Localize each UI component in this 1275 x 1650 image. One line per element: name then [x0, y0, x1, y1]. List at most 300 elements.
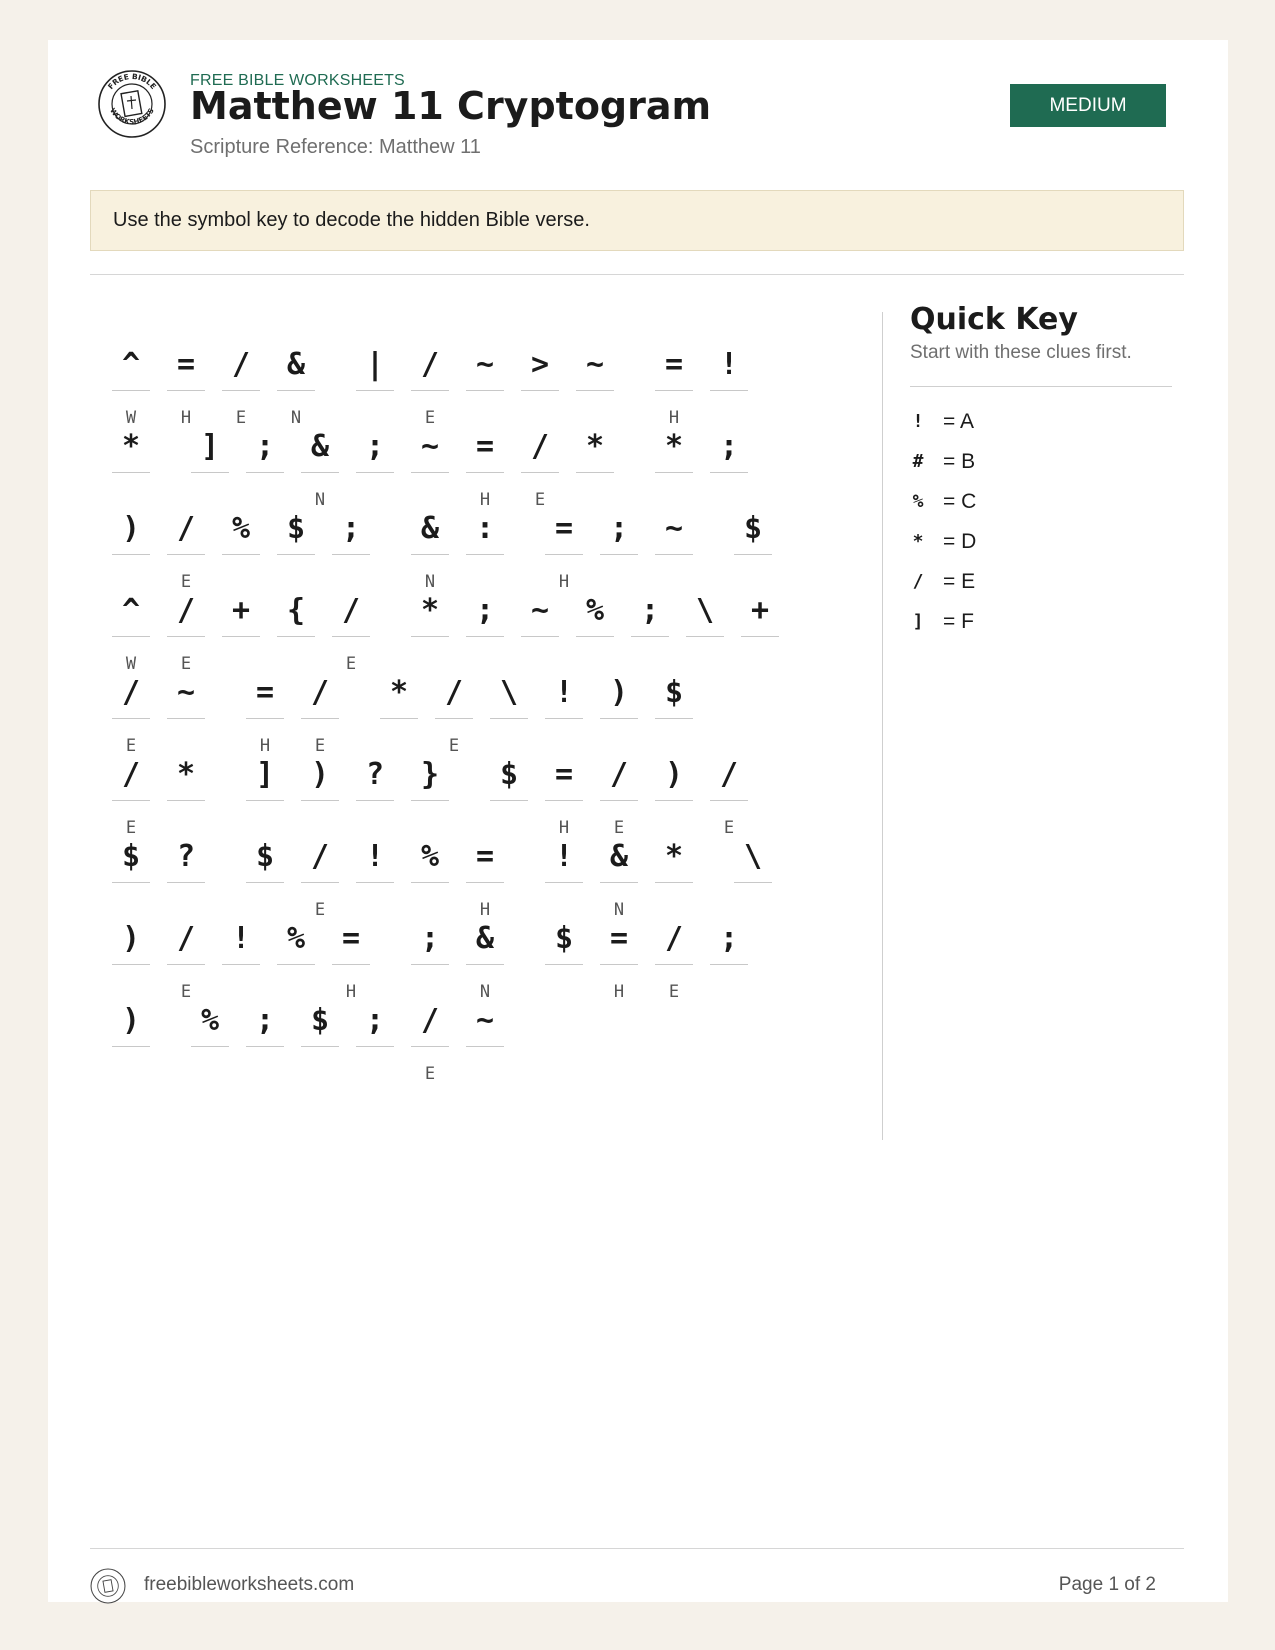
answer-line: [356, 882, 394, 883]
cipher-cell: [222, 510, 260, 590]
quick-key-item: [910, 442, 1172, 482]
cipher-cell: [631, 592, 669, 672]
answer-letter: E: [424, 1064, 436, 1084]
cipher-symbol: ): [310, 757, 330, 792]
cipher-symbol: /: [719, 757, 739, 792]
cipher-cell: [545, 838, 583, 918]
answer-line: [576, 390, 614, 391]
cipher-symbol: /: [121, 757, 141, 792]
cipher-cell: [521, 592, 559, 672]
cipher-cell: [167, 838, 205, 918]
answer-line: [222, 964, 260, 965]
cipher-symbol: +: [231, 593, 251, 628]
cipher-symbol: *: [176, 757, 196, 792]
cipher-symbol: *: [121, 429, 141, 464]
answer-letter: N: [290, 408, 302, 428]
brand-name: FREE BIBLE WORKSHEETS: [190, 72, 405, 89]
answer-line: [356, 390, 394, 391]
answer-letter: H: [558, 572, 570, 592]
answer-line: [246, 882, 284, 883]
answer-line: [545, 718, 583, 719]
cipher-cell: [411, 428, 449, 508]
answer-line: [332, 636, 370, 637]
cipher-symbol: &: [475, 921, 495, 956]
cipher-cell: [710, 920, 748, 1000]
answer-letter: E: [424, 408, 436, 428]
cipher-cell: [411, 838, 449, 918]
cipher-cell: [411, 920, 449, 1000]
quick-key-symbol: !: [912, 411, 924, 432]
cipher-symbol: |: [365, 347, 385, 382]
answer-line: [411, 882, 449, 883]
cipher-cell: [167, 674, 205, 754]
answer-line: [356, 800, 394, 801]
answer-line: [466, 964, 504, 965]
cipher-symbol: ?: [365, 757, 385, 792]
cipher-symbol: ~: [585, 347, 605, 382]
cipher-symbol: /: [176, 921, 196, 956]
answer-line: [466, 554, 504, 555]
answer-line: [301, 718, 339, 719]
answer-line: [466, 472, 504, 473]
cipher-symbol: /: [664, 921, 684, 956]
answer-line: [167, 964, 205, 965]
answer-line: [490, 800, 528, 801]
answer-line: [600, 800, 638, 801]
answer-letter: H: [259, 736, 271, 756]
cipher-cell: [277, 346, 315, 426]
quick-key-list: [910, 402, 1172, 642]
cipher-cell: [545, 920, 583, 1000]
cipher-cell: [222, 592, 260, 672]
cipher-cell: [600, 838, 638, 918]
cipher-cell: [686, 592, 724, 672]
cipher-cell: [301, 838, 339, 918]
answer-line: [112, 1046, 150, 1047]
answer-letter: H: [613, 982, 625, 1002]
cipher-symbol: &: [609, 839, 629, 874]
cipher-symbol: /: [176, 593, 196, 628]
cipher-cell: [277, 592, 315, 672]
quick-key-value: = A: [943, 410, 974, 433]
cipher-symbol: ;: [255, 1003, 275, 1038]
cipher-symbol: :: [475, 511, 495, 546]
cipher-cell: [332, 510, 370, 590]
cipher-symbol: /: [231, 347, 251, 382]
answer-line: [411, 554, 449, 555]
cipher-cell: [710, 428, 748, 508]
answer-line: [655, 800, 693, 801]
answer-line: [600, 882, 638, 883]
answer-line: [466, 390, 504, 391]
answer-line: [655, 964, 693, 965]
cipher-cell: [246, 674, 284, 754]
cipher-cell: [545, 510, 583, 590]
answer-letter: N: [613, 900, 625, 920]
cipher-symbol: \: [743, 839, 763, 874]
cipher-cell: [521, 428, 559, 508]
cipher-symbol: ^: [121, 593, 141, 628]
cipher-symbol: !: [719, 347, 739, 382]
cipher-symbol: /: [420, 347, 440, 382]
answer-line: [112, 554, 150, 555]
answer-line: [545, 554, 583, 555]
answer-line: [222, 636, 260, 637]
cipher-symbol: ;: [420, 921, 440, 956]
cipher-symbol: ;: [640, 593, 660, 628]
cipher-cell: [222, 346, 260, 426]
cipher-cell: [710, 346, 748, 426]
cipher-symbol: =: [554, 511, 574, 546]
cipher-cell: [411, 592, 449, 672]
answer-line: [191, 1046, 229, 1047]
header-divider: [90, 274, 1184, 275]
cipher-cell: [332, 920, 370, 1000]
cipher-symbol: ): [664, 757, 684, 792]
cipher-symbol: ;: [719, 921, 739, 956]
answer-letter: E: [125, 736, 137, 756]
cipher-cell: [112, 756, 150, 836]
answer-line: [246, 718, 284, 719]
answer-letter: N: [479, 982, 491, 1002]
cipher-cell: [655, 428, 693, 508]
worksheet-page: [48, 40, 1228, 1602]
answer-line: [545, 800, 583, 801]
answer-letter: E: [314, 736, 326, 756]
footer-seal-icon: [90, 1568, 126, 1604]
answer-line: [112, 472, 150, 473]
quick-key-item: [910, 522, 1172, 562]
quick-key-item: [910, 402, 1172, 442]
cipher-cell: [466, 428, 504, 508]
cipher-cell: [246, 838, 284, 918]
quick-key-symbol: ]: [912, 611, 924, 632]
cipher-symbol: ;: [365, 1003, 385, 1038]
cipher-symbol: =: [609, 921, 629, 956]
cipher-symbol: !: [554, 839, 574, 874]
cipher-cell: [490, 674, 528, 754]
cipher-symbol: =: [176, 347, 196, 382]
answer-line: [576, 472, 614, 473]
quick-key-symbol: #: [912, 451, 924, 472]
cipher-cell: [600, 756, 638, 836]
answer-line: [112, 636, 150, 637]
answer-line: [380, 718, 418, 719]
cipher-symbol: ;: [719, 429, 739, 464]
cipher-cell: [301, 428, 339, 508]
answer-line: [576, 636, 614, 637]
cipher-cell: [600, 674, 638, 754]
answer-letter: N: [314, 490, 326, 510]
answer-line: [191, 472, 229, 473]
cipher-cell: [411, 346, 449, 426]
answer-line: [686, 636, 724, 637]
cipher-symbol: ): [121, 921, 141, 956]
quick-key-value: = F: [943, 610, 974, 633]
difficulty-badge: MEDIUM: [1010, 84, 1166, 127]
cipher-cell: [356, 756, 394, 836]
answer-line: [332, 554, 370, 555]
cipher-symbol: *: [664, 839, 684, 874]
cipher-symbol: *: [664, 429, 684, 464]
cipher-cell: [521, 346, 559, 426]
cipher-cell: [655, 510, 693, 590]
cipher-symbol: ): [121, 511, 141, 546]
quick-key-subtitle: Start with these clues first.: [910, 342, 1132, 363]
cipher-symbol: /: [341, 593, 361, 628]
answer-letter: H: [479, 490, 491, 510]
cryptogram-grid: [112, 346, 872, 1126]
answer-line: [277, 636, 315, 637]
answer-line: [246, 800, 284, 801]
cipher-cell: [356, 838, 394, 918]
cipher-cell: [246, 1002, 284, 1082]
cipher-symbol: ;: [475, 593, 495, 628]
cipher-cell: [112, 838, 150, 918]
cipher-cell: [301, 674, 339, 754]
answer-line: [655, 718, 693, 719]
cipher-cell: [167, 346, 205, 426]
answer-line: [246, 472, 284, 473]
answer-line: [466, 882, 504, 883]
answer-line: [222, 390, 260, 391]
cipher-cell: [112, 1002, 150, 1082]
cipher-symbol: =: [255, 675, 275, 710]
answer-line: [167, 390, 205, 391]
cipher-symbol: %: [585, 593, 605, 628]
cipher-cell: [112, 346, 150, 426]
answer-letter: E: [180, 572, 192, 592]
cipher-cell: [246, 428, 284, 508]
cipher-cell: [167, 510, 205, 590]
cipher-cell: [167, 756, 205, 836]
answer-line: [301, 800, 339, 801]
answer-line: [600, 554, 638, 555]
cipher-symbol: /: [609, 757, 629, 792]
instructions-box: Use the symbol key to decode the hidden Bible verse.: [90, 190, 1184, 251]
page-number: Page 1 of 2: [1058, 1574, 1156, 1595]
cipher-cell: [380, 674, 418, 754]
cipher-symbol: $: [255, 839, 275, 874]
cipher-symbol: %: [286, 921, 306, 956]
cipher-cell: [655, 838, 693, 918]
cipher-cell: [466, 838, 504, 918]
column-divider: [882, 312, 883, 1140]
cipher-symbol: *: [389, 675, 409, 710]
cipher-symbol: $: [121, 839, 141, 874]
cipher-symbol: %: [231, 511, 251, 546]
answer-letter: E: [534, 490, 546, 510]
cipher-symbol: ~: [475, 1003, 495, 1038]
cipher-symbol: ;: [341, 511, 361, 546]
cipher-symbol: &: [310, 429, 330, 464]
cipher-symbol: *: [420, 593, 440, 628]
cipher-symbol: \: [499, 675, 519, 710]
answer-line: [545, 882, 583, 883]
cipher-symbol: ?: [176, 839, 196, 874]
answer-letter: E: [125, 818, 137, 838]
cipher-cell: [411, 1002, 449, 1082]
cipher-symbol: $: [743, 511, 763, 546]
answer-line: [277, 964, 315, 965]
cipher-symbol: =: [554, 757, 574, 792]
cipher-cell: [112, 920, 150, 1000]
cipher-symbol: +: [750, 593, 770, 628]
cipher-cell: [466, 346, 504, 426]
cipher-cell: [576, 346, 614, 426]
answer-line: [490, 718, 528, 719]
cipher-cell: [466, 1002, 504, 1082]
page-title: Matthew 11 Cryptogram: [190, 84, 712, 128]
cipher-cell: [277, 920, 315, 1000]
cipher-symbol: ~: [176, 675, 196, 710]
quick-key-item: [910, 602, 1172, 642]
cipher-symbol: &: [286, 347, 306, 382]
cipher-symbol: /: [310, 839, 330, 874]
answer-line: [112, 964, 150, 965]
footer-divider: [90, 1548, 1184, 1549]
answer-line: [466, 636, 504, 637]
answer-line: [521, 390, 559, 391]
footer-site: freebibleworksheets.com: [144, 1574, 355, 1595]
answer-line: [710, 472, 748, 473]
answer-line: [655, 554, 693, 555]
cipher-cell: [301, 756, 339, 836]
answer-line: [167, 800, 205, 801]
answer-line: [332, 964, 370, 965]
cipher-symbol: !: [365, 839, 385, 874]
answer-letter: N: [424, 572, 436, 592]
svg-text:FREE BIBLE: FREE BIBLE: [106, 71, 158, 91]
answer-letter: W: [125, 654, 137, 674]
cipher-symbol: ]: [200, 429, 220, 464]
cipher-symbol: =: [475, 429, 495, 464]
cipher-symbol: \: [695, 593, 715, 628]
answer-line: [655, 472, 693, 473]
cipher-symbol: $: [286, 511, 306, 546]
cipher-symbol: $: [554, 921, 574, 956]
quick-key-divider: [910, 386, 1172, 387]
answer-line: [710, 390, 748, 391]
cipher-cell: [356, 346, 394, 426]
cipher-cell: [356, 1002, 394, 1082]
answer-line: [466, 1046, 504, 1047]
cipher-symbol: }: [420, 757, 440, 792]
cipher-symbol: ;: [365, 429, 385, 464]
cipher-cell: [466, 510, 504, 590]
cipher-symbol: ~: [530, 593, 550, 628]
answer-line: [112, 390, 150, 391]
quick-key-symbol: %: [912, 491, 924, 512]
answer-line: [655, 882, 693, 883]
cipher-symbol: >: [530, 347, 550, 382]
cipher-symbol: $: [499, 757, 519, 792]
scripture-reference: Scripture Reference: Matthew 11: [190, 136, 481, 158]
answer-line: [277, 390, 315, 391]
cipher-symbol: =: [475, 839, 495, 874]
cipher-cell: [466, 920, 504, 1000]
cipher-symbol: &: [420, 511, 440, 546]
quick-key-item: [910, 562, 1172, 602]
answer-letter: H: [180, 408, 192, 428]
cipher-cell: [655, 674, 693, 754]
answer-letter: W: [125, 408, 137, 428]
cipher-cell: [277, 510, 315, 590]
answer-line: [112, 882, 150, 883]
cipher-symbol: /: [176, 511, 196, 546]
answer-line: [301, 472, 339, 473]
cipher-cell: [222, 920, 260, 1000]
answer-letter: E: [723, 818, 735, 838]
cipher-cell: [655, 920, 693, 1000]
answer-line: [710, 964, 748, 965]
answer-line: [741, 636, 779, 637]
cipher-cell: [655, 346, 693, 426]
cipher-cell: [741, 592, 779, 672]
cipher-symbol: /: [444, 675, 464, 710]
quick-key-item: [910, 482, 1172, 522]
answer-line: [356, 472, 394, 473]
answer-line: [411, 800, 449, 801]
cipher-cell: [191, 428, 229, 508]
cipher-symbol: $: [664, 675, 684, 710]
cipher-symbol: /: [310, 675, 330, 710]
cipher-cell: [710, 756, 748, 836]
cipher-cell: [112, 510, 150, 590]
answer-line: [411, 472, 449, 473]
cipher-cell: [576, 592, 614, 672]
answer-line: [356, 1046, 394, 1047]
cipher-cell: [655, 756, 693, 836]
cipher-cell: [356, 428, 394, 508]
cipher-symbol: /: [121, 675, 141, 710]
answer-letter: E: [345, 654, 357, 674]
answer-letter: E: [235, 408, 247, 428]
cipher-cell: [600, 510, 638, 590]
cipher-symbol: %: [420, 839, 440, 874]
cipher-cell: [301, 1002, 339, 1082]
answer-line: [167, 718, 205, 719]
answer-line: [411, 964, 449, 965]
answer-letter: H: [558, 818, 570, 838]
answer-letter: E: [668, 982, 680, 1002]
cipher-cell: [112, 428, 150, 508]
cipher-symbol: /: [420, 1003, 440, 1038]
answer-line: [734, 882, 772, 883]
quick-key-value: = B: [943, 450, 976, 473]
cipher-cell: [112, 592, 150, 672]
cipher-symbol: /: [530, 429, 550, 464]
cipher-symbol: ;: [255, 429, 275, 464]
answer-line: [411, 636, 449, 637]
cipher-symbol: =: [341, 921, 361, 956]
answer-line: [222, 554, 260, 555]
cipher-symbol: ~: [475, 347, 495, 382]
cipher-symbol: ): [609, 675, 629, 710]
cipher-cell: [411, 756, 449, 836]
cipher-symbol: ]: [255, 757, 275, 792]
quick-key-value: = E: [943, 570, 976, 593]
cipher-symbol: {: [286, 593, 306, 628]
cipher-symbol: !: [554, 675, 574, 710]
answer-line: [655, 390, 693, 391]
cipher-symbol: ;: [609, 511, 629, 546]
cipher-cell: [167, 920, 205, 1000]
cipher-symbol: ): [121, 1003, 141, 1038]
answer-line: [521, 636, 559, 637]
cipher-cell: [246, 756, 284, 836]
answer-line: [600, 964, 638, 965]
